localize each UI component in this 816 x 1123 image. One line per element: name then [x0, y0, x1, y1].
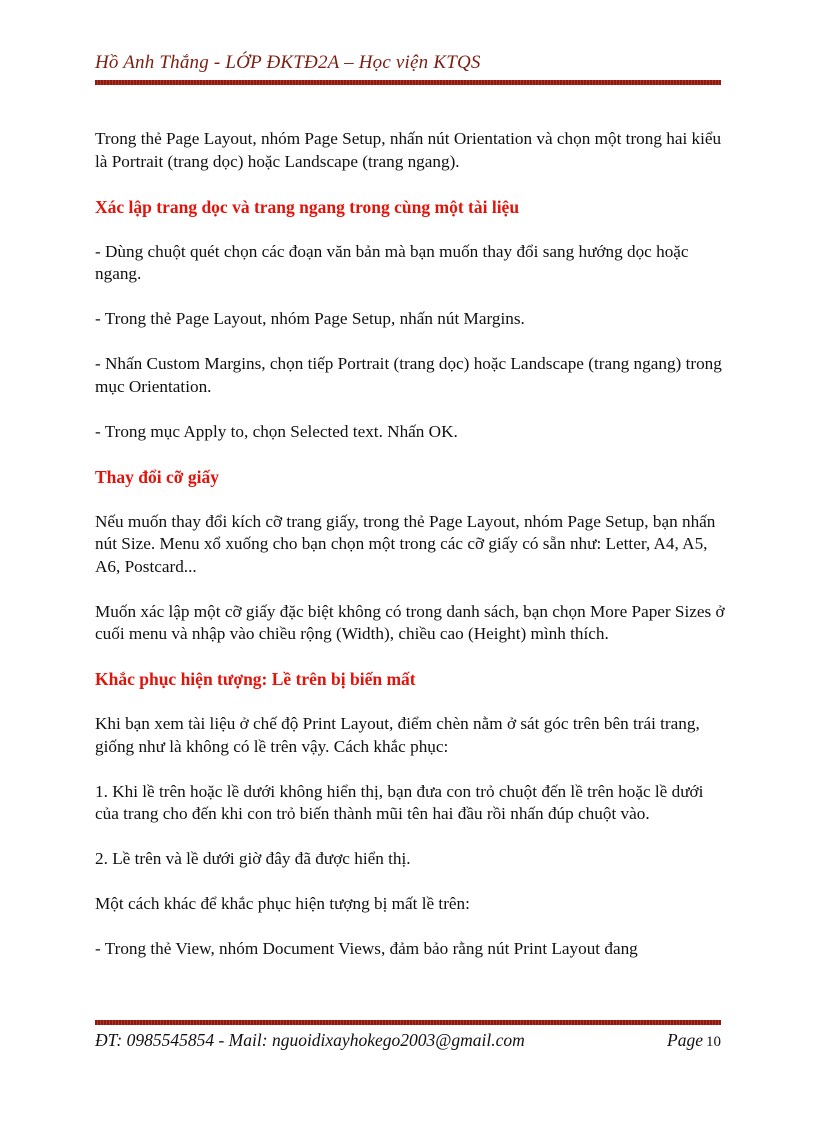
page-number: 10 — [706, 1034, 721, 1050]
paragraph-custom-margins: - Nhấn Custom Margins, chọn tiếp Portrait (trang dọc) hoặc Landscape (trang ngang) trong mục Orientation. — [95, 354, 722, 396]
header-text: Hồ Anh Thắng - LỚP ĐKTĐ2A – Học viện KTQS — [95, 52, 481, 73]
paragraph-apply-to: - Trong mục Apply to, chọn Selected text. Nhấn OK. — [95, 421, 458, 441]
heading-paper-size: Thay đổi cỡ giấy — [95, 466, 219, 487]
paragraph-step-2: 2. Lề trên và lề dưới giờ đây đã được hiển thị. — [95, 849, 411, 868]
paragraph-orientation: Trong thẻ Page Layout, nhóm Page Setup, nhấn nút Orientation và chọn một trong hai kiểu là Portrait (trang dọc) hoặc Landscape (trang ngang). — [95, 129, 722, 171]
heading-top-margin: Khắc phục hiện tượng: Lề trên bị biến mất — [95, 669, 416, 689]
footer-divider — [95, 1020, 721, 1025]
paragraph-view-tab: - Trong thẻ View, nhóm Document Views, đảm bảo rằng nút Print Layout đang — [95, 939, 638, 958]
paragraph-size-menu: Nếu muốn thay đổi kích cỡ trang giấy, trong thẻ Page Layout, nhóm Page Setup, bạn nhấn nút Size. Menu xổ xuống cho bạn chọn một trong các cỡ giấy có sẵn như: Letter, A4, A5, A6, Postcard... — [95, 511, 716, 576]
paragraph-more-paper-sizes: Muốn xác lập một cỡ giấy đặc biệt không có trong danh sách, bạn chọn More Paper Sizes ở cuối menu và nhập vào chiều rộng (Width), chiều cao (Height) mình thích. — [95, 601, 725, 643]
document-body — [95, 128, 725, 983]
paragraph-alternative: Một cách khác để khắc phục hiện tượng bị mất lề trên: — [95, 894, 470, 913]
footer-contact: ĐT: 0985545854 - Mail: nguoidixayhokego2003@gmail.com — [95, 1030, 525, 1050]
page-header — [95, 52, 721, 74]
paragraph-step-1: 1. Khi lề trên hoặc lề dưới không hiển thị, bạn đưa con trỏ chuột đến lề trên hoặc lề dưới của trang cho đến khi con trỏ biến thành mũi tên hai đầu rồi nhấn đúp chuột vào. — [95, 781, 704, 823]
paragraph-margins-button: - Trong thẻ Page Layout, nhóm Page Setup, nhấn nút Margins. — [95, 309, 525, 328]
heading-portrait-landscape: Xác lập trang dọc và trang ngang trong cùng một tài liệu — [95, 196, 520, 217]
paragraph-print-layout: Khi bạn xem tài liệu ở chế độ Print Layout, điểm chèn nằm ở sát góc trên bên trái trang, giống như là không có lề trên vậy. Cách khắc phục: — [95, 714, 700, 756]
page-number-label — [667, 1030, 721, 1051]
paragraph-select-text: - Dùng chuột quét chọn các đoạn văn bản mà bạn muốn thay đổi sang hướng dọc hoặc ngang. — [95, 241, 689, 283]
page-label: Page — [667, 1030, 703, 1050]
header-divider — [95, 80, 721, 85]
